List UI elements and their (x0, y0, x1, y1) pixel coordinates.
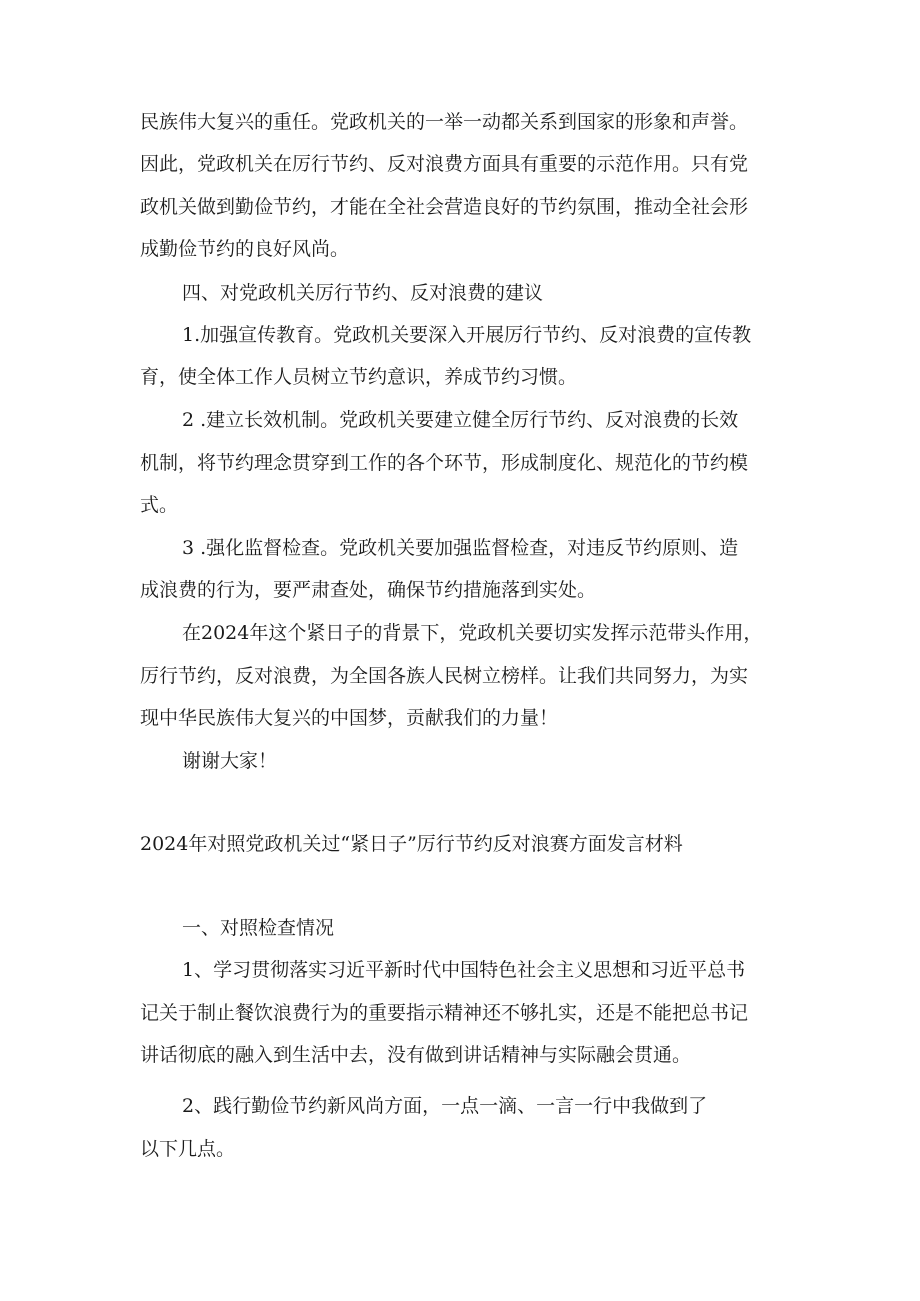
list-item-line: 2、践行勤俭节约新风尚方面，一点一滴、一言一行中我做到了 (182, 1095, 708, 1117)
section-heading: 四、对党政机关厉行节约、反对浪费的建议 (182, 282, 544, 304)
list-item-line: 以下几点。 (140, 1138, 236, 1160)
closing-text: 谢谢大家！ (182, 750, 278, 772)
paragraph-line: 民族伟大复兴的重任。党政机关的一举一动都关系到国家的形象和声誉。 (140, 111, 749, 133)
paragraph-line: 在2024年这个紧日子的背景下，党政机关要切实发挥示范带头作用， (182, 622, 763, 644)
list-item-line: 1、学习贯彻落实习近平新时代中国特色社会主义思想和习近平总书 (182, 959, 746, 981)
document-title: 2024年对照党政机关过“紧日子”厉行节约反对浪赛方面发言材料 (140, 833, 683, 855)
list-item-line: 2 .建立长效机制。党政机关要建立健全厉行节约、反对浪费的长效 (182, 409, 739, 431)
paragraph-line: 成勤俭节约的良好风尚。 (140, 238, 350, 260)
paragraph-line: 厉行节约，反对浪费，为全国各族人民树立榜样。让我们共同努力，为实 (140, 665, 749, 687)
list-item-line: 讲话彻底的融入到生活中去，没有做到讲话精神与实际融会贯通。 (140, 1044, 692, 1066)
list-item-line: 育，使全体工作人员树立节约意识，养成节约习惯。 (140, 366, 578, 388)
list-item-line: 式。 (140, 494, 179, 516)
list-item-line: 记关于制止餐饮浪费行为的重要指示精神还不够扎实，还是不能把总书记 (140, 1002, 749, 1024)
list-item-line: 机制，将节约理念贯穿到工作的各个环节，形成制度化、规范化的节约模 (140, 452, 749, 474)
list-item-line: 成浪费的行为，要严肃查处，确保节约措施落到实处。 (140, 579, 597, 601)
paragraph-line: 现中华民族伟大复兴的中国梦，贡献我们的力量！ (140, 707, 559, 729)
list-item-line: 1.加强宣传教育。党政机关要深入开展厉行节约、反对浪费的宣传教 (182, 324, 752, 346)
list-item-line: 3 .强化监督检查。党政机关要加强监督检查，对违反节约原则、造 (182, 537, 739, 559)
section-heading: 一、对照检查情况 (182, 917, 335, 939)
paragraph-line: 因此，党政机关在厉行节约、反对浪费方面具有重要的示范作用。只有党 (140, 153, 749, 175)
paragraph-line: 政机关做到勤俭节约，才能在全社会营造良好的节约氛围，推动全社会形 (140, 196, 749, 218)
